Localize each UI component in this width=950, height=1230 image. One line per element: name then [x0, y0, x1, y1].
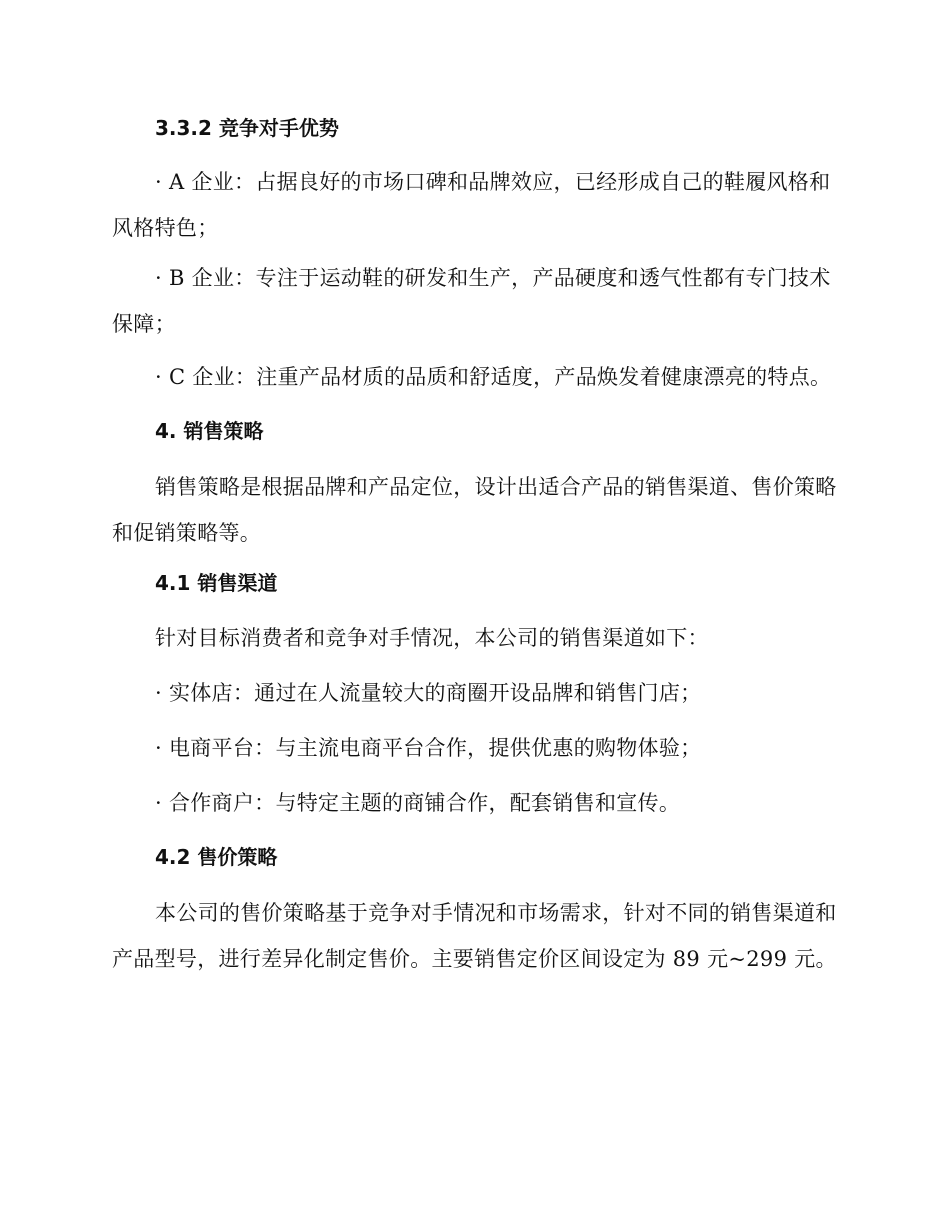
channel-item-store: · 实体店：通过在人流量较大的商圈开设品牌和销售门店； [155, 681, 702, 705]
section-heading-4-2: 4.2 售价策略 [155, 845, 278, 869]
pricing-strategy-body: 本公司的售价策略基于竞争对手情况和市场需求，针对不同的销售渠道和产品型号，进行差异化制定售价。主要销售定价区间设定为 89 元~299 元。 [112, 901, 837, 971]
channel-item-partner: · 合作商户：与特定主题的商铺合作，配套销售和宣传。 [155, 791, 681, 815]
competitor-b-item: · B 企业：专注于运动鞋的研发和生产，产品硬度和透气性都有专门技术保障； [112, 266, 831, 336]
section-heading-4-1: 4.1 销售渠道 [155, 571, 278, 595]
sales-channel-intro: 针对目标消费者和竞争对手情况，本公司的销售渠道如下： [155, 626, 709, 650]
competitor-a-item: · A 企业：占据良好的市场口碑和品牌效应，已经形成自己的鞋履风格和风格特色； [112, 170, 831, 240]
channel-item-ecommerce: · 电商平台：与主流电商平台合作，提供优惠的购物体验； [155, 736, 702, 760]
sales-strategy-intro: 销售策略是根据品牌和产品定位，设计出适合产品的销售渠道、售价策略和促销策略等。 [112, 475, 837, 545]
competitor-c-item: · C 企业：注重产品材质的品质和舒适度，产品焕发着健康漂亮的特点。 [155, 365, 832, 389]
section-heading-4: 4. 销售策略 [155, 419, 264, 443]
section-heading-3-3-2: 3.3.2 竞争对手优势 [155, 116, 339, 140]
